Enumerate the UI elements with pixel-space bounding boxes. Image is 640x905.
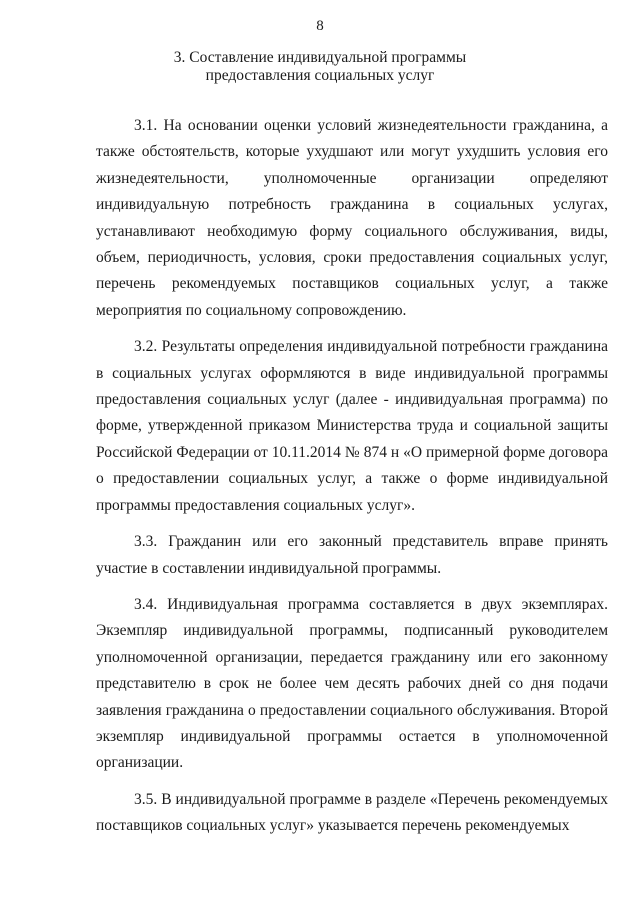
- paragraph-3-4: 3.4. Индивидуальная программа составляется в двух экземплярах. Экземпляр индивидуальной программы, подписанный руководителем уполномоченной организации, передается гражданину или его законному представителю в срок не более чем десять рабочих дней со дня подачи заявления гражданина о предоставлении социального обслуживания. Второй экземпляр индивидуальной программы остается в уполномоченной организации.: [96, 595, 608, 772]
- paragraph-3-1: 3.1. На основании оценки условий жизнедеятельности гражданина, а также обстоятельств, которые ухудшают или могут ухудшить условия его жизнедеятельности, уполномоченные организации определяют индивидуальную потребность гражданина в социальных услугах, устанавливают необходимую форму социального обслуживания, виды, объем, периодичность, условия, сроки предоставления социальных услуг, перечень рекомендуемых поставщиков социальных услуг, а также мероприятия по социальному сопровождению.: [96, 117, 608, 319]
- section-title-line-1: 3. Составление индивидуальной программы: [173, 49, 467, 66]
- section-title: [0, 49, 640, 85]
- document-body: [96, 113, 608, 840]
- paragraph-3-2: 3.2. Результаты определения индивидуальной потребности гражданина в социальных услугах оформляются в виде индивидуальной программы предоставления социальных услуг (далее - индивидуальная программа) по форме, утвержденной приказом Министерства труда и социальной защиты Российской Федерации от 10.11.2014 № 874 н «О примерной форме договора о предоставлении социальных услуг, а также о форме индивидуальной программы предоставления социальных услуг».: [96, 338, 608, 514]
- section-title-line-2: предоставления социальных услуг: [205, 67, 435, 84]
- paragraph-3-5: 3.5. В индивидуальной программе в разделе «Перечень рекомендуемых поставщиков социальных услуг» указывается перечень рекомендуемых: [96, 790, 608, 835]
- paragraph-3-3: 3.3. Гражданин или его законный представитель вправе принять участие в составлении индивидуальной программы.: [96, 533, 608, 577]
- page-number: 8: [316, 18, 324, 34]
